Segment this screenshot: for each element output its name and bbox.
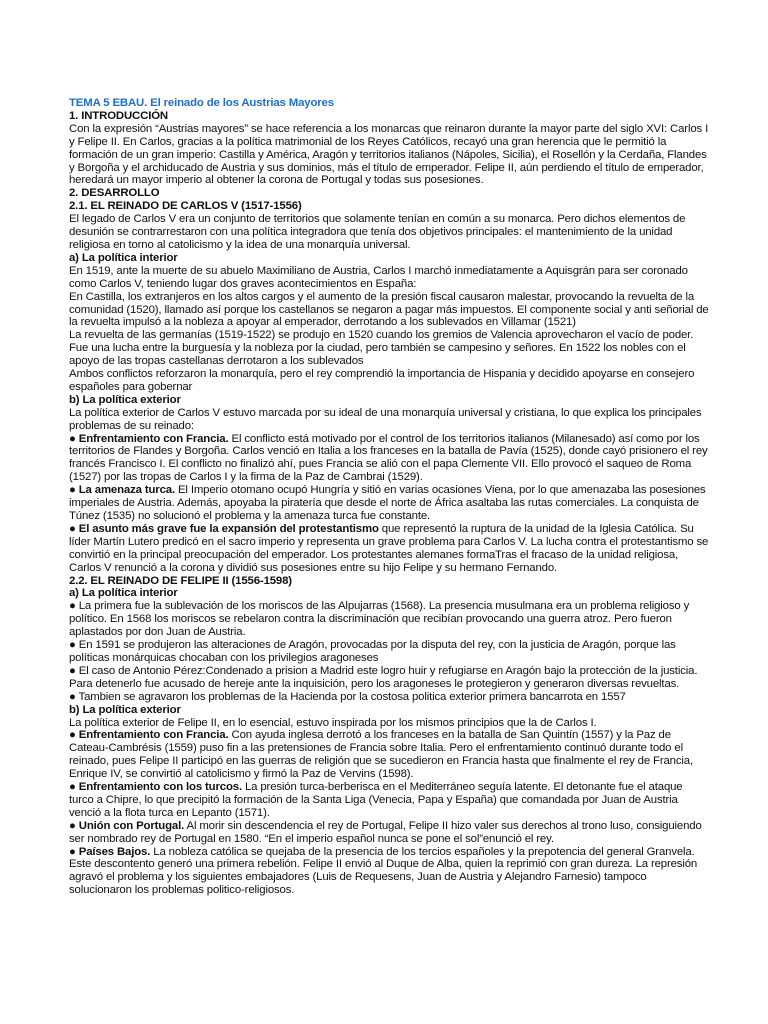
bullet-item-felipe-interior-2 (69, 639, 709, 665)
bullet-item-felipe-interior-1 (69, 600, 709, 639)
bullet-text: que representó la ruptura de la unidad de la Iglesia Católica. Su líder Martín Lutero predicó en el sacro imperio y representa un grave problema para Carlos V. La lucha contra el protestantismo se convirtió en la principal preocupación del emperador. Los protestantes alemanes formaTras el fracaso de la unidad religiosa, Carlos V renunció a la corona y dividió sus posesiones entre su hijo Felipe y su hermano Fernando. (69, 522, 709, 574)
paragraph-carlos-interior-2: En Castilla, los extranjeros en los altos cargos y el aumento de la presión fiscal causaron malestar, provocando la revuelta de la comunidad (1520), llamado así porque los castellanos se negaron a pagar más impuestos. El componente social y anti señorial de la revuelta impulsó a la nobleza a apoyar al emperador, derrotando a los sublevados en Villamar (1521) (69, 290, 709, 329)
bullet-icon: ● (69, 664, 76, 677)
bullet-item-felipe-francia (69, 729, 709, 781)
bullet-text: En 1591 se produjeron las alteraciones de Aragón, provocadas por la disputa del rey, con la justicia de Aragón, porque las políticas monárquicas chocaban con los privilegios aragoneses (69, 639, 676, 664)
bullet-text: La nobleza católica se quejaba de la presencia de los tercios españoles y la prepotencia del general Granvela. Este descontento generó una primera rebelión. Felipe II envió al Duque de Alba, quien la reprimió con gran dureza. La represión agravó el problema y los siguientes embajadores (Luis de Requesens, Juan de Austria y Alejandro Farnesio) tampoco solucionaron los problemas politico-religiosos. (69, 845, 698, 897)
bullet-icon: ● (69, 432, 76, 445)
heading-desarrollo: 2. DESARROLLO (69, 187, 160, 200)
bullet-item-carlos-turca (69, 484, 709, 523)
bullet-text: La presión turca-berberisca en el Mediterráneo seguía latente. El detonante fue el ataque turco a Chipre, lo que precipitó la formación de la Santa Liga (Venecia, Papa y España) que comandada por Juan de Austria venció a la flota turca en Lepanto (1571). (69, 781, 683, 819)
document-title: TEMA 5 EBAU. El reinado de los Austrias Mayores (69, 97, 334, 109)
paragraph-carlos-exterior-intro: La política exterior de Carlos V estuvo marcada por su ideal de una monarquía universal y cristiana, lo que explica los principales problemas de su reinado: (69, 406, 702, 432)
heading-felipe-politica-interior: a) La política interior (69, 587, 178, 600)
bullet-item-carlos-protestantismo (69, 523, 709, 575)
bullet-icon: ● (69, 522, 76, 535)
bullet-label: Unión con Portugal. (78, 819, 185, 832)
paragraph-carlos-intro: El legado de Carlos V era un conjunto de territorios que solamente tenían en común a su monarca. Pero dichos elementos de desunión se contrarrestaron con una política integradora que tenía dos objetivos principales: el mantenimiento de la unidad religiosa en torno al catolicismo y la idea de una monarquía universal. (69, 213, 686, 251)
bullet-text: El conflicto está motivado por el control de los territorios italianos (Milanesado) así como por los territorios de Flandes y Borgoña. Carlos venció en Italia a los franceses en la batalla de Pavía (1525), donde cayó prisionero el rey francés Francisco I. El conflicto no finalizó ahí, pues Francia se alió con el papa Clemente VII. Ello provocó el saqueo de Roma (1527) por las tropas de Carlos I y la firma de la Paz de Cambrai (1529). (69, 432, 708, 484)
bullet-icon: ● (69, 600, 76, 613)
bullet-label: Enfrentamiento con los turcos. (78, 781, 242, 794)
heading-reinado-felipe: 2.2. EL REINADO DE FELIPE II (1556-1598) (69, 574, 292, 587)
bullet-item-felipe-interior-4 (69, 691, 709, 704)
bullet-label: Enfrentamiento con Francia. (78, 432, 229, 445)
heading-felipe-politica-exterior: b) La política exterior (69, 703, 181, 716)
bullet-icon: ● (69, 729, 76, 742)
document-page (69, 97, 709, 897)
bullet-text: El caso de Antonio Pérez:Condenado a prision a Madrid este logro huir y refugiarse en Aragón bajo la protección de la justicia. Para detenerlo fue acusado de hereje ante la inquisición, pero los aragoneses le protegieron y generaron diversas revueltas. (69, 664, 698, 690)
bullet-label: Enfrentamiento con Francia. (78, 729, 229, 742)
bullet-label: Países Bajos. (78, 845, 151, 858)
bullet-item-felipe-interior-3 (69, 665, 709, 691)
bullet-icon: ● (69, 484, 76, 497)
heading-reinado-carlos: 2.1. EL REINADO DE CARLOS V (1517-1556) (69, 200, 302, 213)
bullet-text: La primera fue la sublevación de los moriscos de las Alpujarras (1568). La presencia musulmana era un problema religioso y político. En 1568 los moriscos se rebelaron contra la discriminación que recibían provocando una guerra atroz. Pero fueron aplastados por don Juan de Austria. (69, 600, 690, 639)
heading-introduccion: 1. INTRODUCCIÓN (69, 109, 169, 122)
bullet-icon: ● (69, 845, 76, 858)
paragraph-carlos-interior-3: La revuelta de las germanías (1519-1522) se produjo en 1520 cuando los gremios de Valencia aprovecharon el vacío de poder. Fue una lucha entre la burguesía y la nobleza por la ciudad, pero también se campesino y señores. En 1522 los nobles con el apoyo de las tropas castellanas derrotaron a los sublevados (69, 329, 694, 368)
bullet-item-felipe-portugal (69, 820, 709, 846)
bullet-icon: ● (69, 690, 76, 703)
bullet-icon: ● (69, 639, 76, 652)
bullet-label: El asunto más grave fue la expansión del protestantismo (78, 522, 379, 535)
bullet-text: Tambien se agravaron los problemas de la Hacienda por la costosa politica exterior primera bancarrota en 1557 (78, 690, 626, 703)
paragraph-introduccion: Con la expresión “Austrias mayores” se hace referencia a los monarcas que reinaron durante la mayor parte del siglo XVI: Carlos I y Felipe II. En Carlos, gracias a la política matrimonial de los Reyes Católicos, recayó una gran herencia que le permitió la formación de un gran imperio: Castilla y América, Aragón y territorios italianos (Nápoles, Sicilia), el Rosellón y la Cerdaña, Flandes y Borgoña y el archiducado de Austria y sus dominios, más el título de emperador. Felipe II, aún perdiendo el título de emperador, heredará un mayor imperio al obtener la corona de Portugal y todas sus posesiones. (69, 122, 709, 187)
bullet-text: Con ayuda inglesa derrotó a los franceses en la batalla de San Quintín (1557) y la Paz de Cateau-Cambrésis (1559) puso fin a las pretensiones de Francia sobre Italia. Pero el enfrentamiento continuó durante todo el reinado, pues Felipe II participó en las guerras de religión que se sucedieron en Francia hasta que finalmente el rey de Francia, Enrique IV, se convirtió al catolicismo y firmó la Paz de Vervins (1598). (69, 729, 693, 781)
bullet-text: El Imperio otomano ocupó Hungría y sitió en varias ocasiones Viena, por lo que amenazaba las posesiones imperiales de Austria. Además, apoyaba la piratería que desde el norte de África asaltaba las rutas comerciales. La conquista de Túnez (1535) no solucionó el problema y la amenaza turca fue constante. (69, 484, 706, 522)
paragraph-carlos-interior-4: Ambos conflictos reforzaron la monarquía, pero el rey comprendió la importancia de Hispania y decidido apoyarse en consejero españoles para gobernar (69, 368, 695, 393)
bullet-icon: ● (69, 819, 76, 832)
heading-carlos-politica-exterior: b) La política exterior (69, 393, 181, 406)
paragraph-carlos-interior-1: En 1519, ante la muerte de su abuelo Maximiliano de Austria, Carlos I marchó inmediatamente a Aquisgrán para ser coronado como Carlos V, teniendo lugar dos graves acontecimientos en España: (69, 264, 688, 290)
bullet-icon: ● (69, 781, 76, 794)
bullet-item-felipe-paises-bajos (69, 846, 709, 898)
bullet-item-carlos-francia (69, 433, 709, 485)
bullet-item-felipe-turcos (69, 781, 709, 820)
bullet-text: Al morir sin descendencia el rey de Portugal, Felipe II hizo valer sus derechos al trono luso, consiguiendo ser nombrado rey de Portugal en 1580. “En el imperio español nunca se pone el sol”enunció el rey. (69, 819, 702, 845)
bullet-label: La amenaza turca. (78, 484, 175, 497)
heading-carlos-politica-interior: a) La política interior (69, 251, 178, 264)
paragraph-felipe-exterior-intro: La política exterior de Felipe II, en lo esencial, estuvo inspirada por los mismos principios que la de Carlos I. (69, 716, 597, 729)
